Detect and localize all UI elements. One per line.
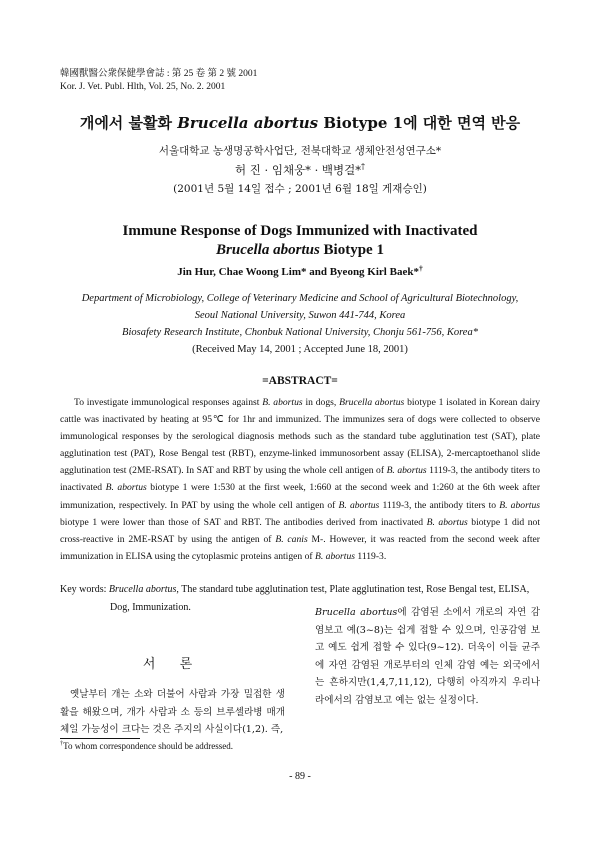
journal-citation [60, 68, 257, 94]
abstract-species: B. abortus [338, 499, 380, 511]
abstract-text: 1119-3, the antibody titers to inactivated [60, 465, 541, 494]
keywords-line1 [60, 581, 540, 599]
english-affiliation [40, 290, 560, 341]
abstract-text: 1119-3. [354, 550, 387, 562]
abstract-species: B. abortus [105, 482, 147, 494]
abstract-species: B. abortus [262, 397, 303, 408]
footnote-dagger: † [60, 740, 64, 747]
footnote [60, 741, 233, 751]
english-title [40, 222, 560, 260]
intro-species: Brucella abortus [315, 607, 398, 618]
footnote-text: To whom correspondence should be addressed. [63, 741, 233, 751]
footnote-divider [60, 738, 140, 739]
journal-line-english: Kor. J. Vet. Publ. Hlth, Vol. 25, No. 2. 2001 [60, 82, 226, 92]
keywords-species: Brucella abortus [108, 584, 177, 595]
english-authors [40, 263, 560, 278]
english-affiliation-line2: Seoul National University, Suwon 441-744, Korea [194, 310, 406, 321]
english-affiliation-line1: Department of Microbiology, College of Veterinary Medicine and School of Agricultural Biotechnology, [81, 293, 519, 304]
journal-line-korean: 韓國獸醫公衆保健學會誌 : 第 25 卷 第 2 號 2001 [60, 69, 258, 79]
intro-section-title: 서 론 [142, 657, 203, 672]
abstract-species: B. abortus [315, 550, 355, 562]
english-title-species: Brucella abortus [216, 242, 320, 258]
abstract-species: B. abortus [426, 516, 468, 528]
abstract-text: biotype 1 isolated in Korean dairy cattle was inactivated by heating at 95℃ for 1hr and immunized. The immunizes sera of dogs were collected to observe immunological responses by the serological diagnosis methods such as the standard tube agglutination test (SAT), plate agglutination test (PAT), Rose Bengal test (RBT), enzyme-linked immunosorbent assay (ELISA), 2-mercaptoethanol slide agglutination test (2ME-RSAT). In SAT and RBT by using the whole cell antigen of [60, 397, 541, 477]
keywords-label: Key words: [60, 584, 109, 595]
intro-right-text: 에 감염된 소에서 개로의 자연 감염보고 예(3~8)는 쉽게 접할 수 있으며, 인공감염 보고 예도 쉽게 접할 수 있다(9~12). 더욱이 이들 균주에 자연 감염된 개로부터의 인체 감염 예는 외국에서는 흔하지만(1,4,7,11,12), 다행히 아직까지 우리나라에서의 감염보고 예는 없는 실정이다. [315, 607, 540, 706]
korean-title-species: Brucella abortus [177, 114, 319, 132]
korean-authors-names: 허 진 · 임채웅* · 백병걸* [235, 163, 361, 177]
korean-title-post: Biotype 1에 대한 면역 반응 [318, 114, 521, 132]
korean-dates: (2001년 5월 14일 접수 ; 2001년 6월 18일 게재승인) [173, 183, 427, 195]
english-title-post: Biotype 1 [319, 242, 384, 258]
korean-authors [40, 162, 560, 178]
english-authors-names: Jin Hur, Chae Woong Lim* and Byeong Kirl Baek* [177, 266, 419, 278]
abstract-species: B. abortus [386, 465, 427, 477]
abstract-text: biotype 1 were lower than those of SAT and RBT. The antibodies derived from inactivated [60, 516, 427, 528]
keywords-line2: Dog, Immunization. [110, 602, 191, 613]
english-received: (Received May 14, 2001 ; Accepted June 18, 2001) [192, 344, 408, 355]
abstract-text: To investigate immunological responses against [74, 397, 263, 408]
abstract-heading: =ABSTRACT= [262, 375, 338, 387]
intro-left-column: 옛날부터 개는 소와 더불어 사람과 가장 밀접한 생활을 해왔으며, 개가 사람과 소 등의 브루셀라병 매개체일 가능성이 크다는 것은 주지의 사실이다(1,2). 즉, [60, 689, 285, 735]
abstract-species: B. canis [275, 533, 308, 545]
korean-title [40, 112, 560, 133]
english-affiliation-line3: Biosafety Research Institute, Chonbuk National University, Chonju 561-756, Korea* [122, 327, 478, 338]
korean-authors-dagger: † [360, 162, 365, 172]
intro-right-column [315, 604, 540, 709]
abstract-species: B. abortus [499, 499, 541, 511]
english-title-line2 [40, 241, 560, 260]
abstract-body [60, 394, 540, 565]
korean-title-pre: 개에서 불활화 [79, 114, 178, 132]
page-number: - 89 - [289, 771, 311, 782]
abstract-text: 1119-3, the antibody titers to [379, 499, 500, 511]
keywords-rest: , The standard tube agglutination test, Plate agglutination test, Rose Bengal test, ELISA, [176, 584, 530, 595]
abstract-text: in dogs, [302, 397, 340, 408]
abstract-text: M-. However, it was reacted from the second week after immunization in ELISA using the cytoplasmic proteins antigen of [60, 533, 541, 562]
abstract-text: biotype 1 were 1:530 at the first week, 1:660 at the second week and 1:260 at the 6th week after immunization, respectively. In PAT by using the whole cell antigen of [60, 482, 541, 511]
korean-affiliation: 서울대학교 농생명공학사업단, 전북대학교 생체안전성연구소* [158, 145, 442, 157]
english-authors-dagger: † [418, 263, 423, 273]
abstract-text: biotype 1 did not cross-reactive in 2ME-RSAT by using the antigen of [60, 516, 541, 545]
english-title-line1: Immune Response of Dogs Immunized with Inactivated [122, 223, 478, 239]
abstract-species: Brucella abortus [339, 397, 405, 408]
